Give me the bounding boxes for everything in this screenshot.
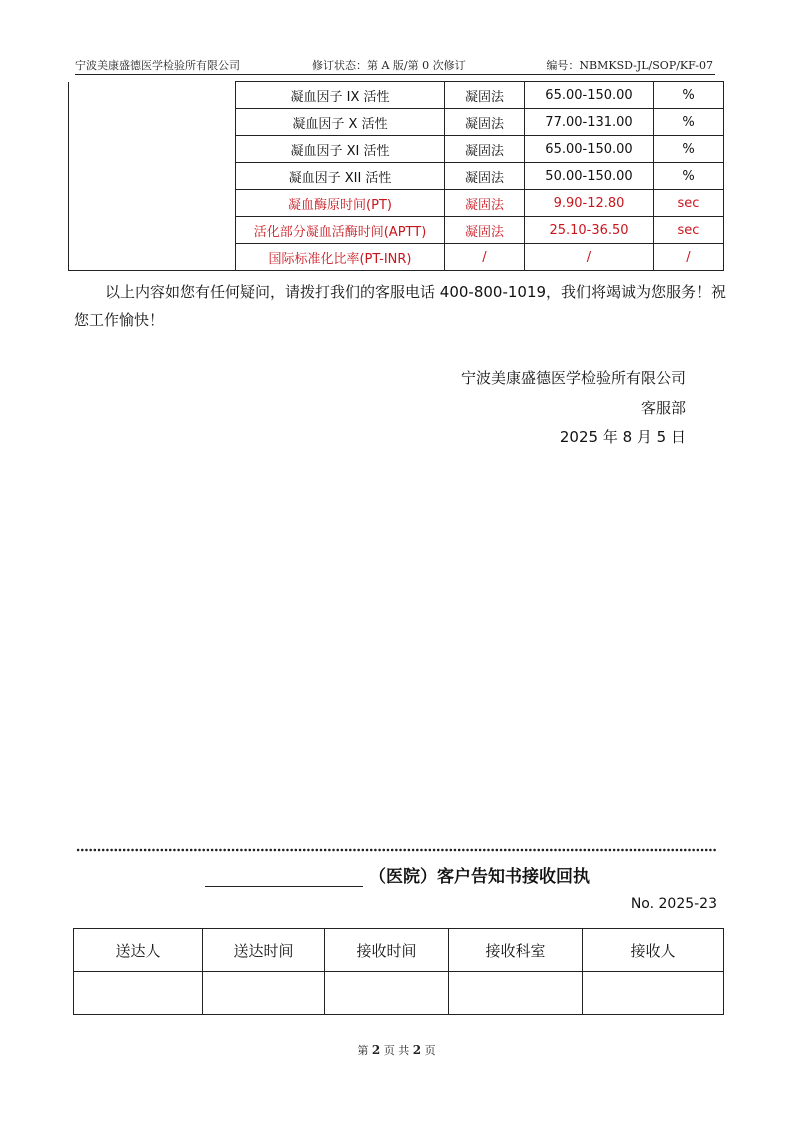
signature-company: 宁波美康盛德医学检验所有限公司 (460, 369, 686, 387)
header-revision: 修订状态：第 A 版/第 0 次修订 (312, 59, 466, 72)
footer-total-pages: 2 (412, 1043, 422, 1057)
hospital-name-blank[interactable] (205, 868, 363, 887)
test-unit-cell: % (654, 109, 724, 136)
header-company: 宁波美康盛德医学检验所有限公司 (75, 59, 240, 72)
page-footer (0, 1042, 793, 1058)
table-row (69, 217, 724, 244)
test-method-cell: 凝固法 (445, 190, 525, 217)
test-reference-table (68, 81, 724, 271)
table-blank-cell (69, 109, 236, 136)
page-header (75, 56, 715, 75)
test-range-cell: 65.00-150.00 (525, 136, 654, 163)
receipt-header-send-time: 送达时间 (203, 929, 325, 972)
receipt-title (205, 862, 590, 887)
test-name-cell: 凝血因子 XII 活性 (236, 163, 445, 190)
receipt-cell-department[interactable] (449, 972, 583, 1015)
receipt-cell-receiver[interactable] (583, 972, 724, 1015)
receipt-header-department: 接收科室 (449, 929, 583, 972)
signature-date: 2025 年 8 月 5 日 (559, 428, 686, 446)
table-row (69, 109, 724, 136)
header-code: 编号：NBMKSD-JL/SOP/KF-07 (546, 59, 713, 72)
test-name-cell: 凝血酶原时间(PT) (236, 190, 445, 217)
test-unit-cell: / (654, 244, 724, 271)
test-range-cell: 9.90-12.80 (525, 190, 654, 217)
receipt-number: No. 2025-23 (630, 896, 717, 912)
test-range-cell: 25.10-36.50 (525, 217, 654, 244)
test-unit-cell: sec (654, 217, 724, 244)
test-method-cell: 凝固法 (445, 217, 525, 244)
receipt-header-receiver: 接收人 (583, 929, 724, 972)
receipt-cell-sender[interactable] (74, 972, 203, 1015)
test-unit-cell: % (654, 163, 724, 190)
footer-prefix: 第 (357, 1044, 369, 1057)
test-method-cell: / (445, 244, 525, 271)
table-blank-cell (69, 163, 236, 190)
test-range-cell: 77.00-131.00 (525, 109, 654, 136)
test-name-cell: 凝血因子 XI 活性 (236, 136, 445, 163)
table-blank-cell (69, 190, 236, 217)
test-unit-cell: sec (654, 190, 724, 217)
footer-middle: 页 共 (383, 1044, 410, 1057)
table-blank-cell (69, 217, 236, 244)
test-method-cell: 凝固法 (445, 82, 525, 109)
test-method-cell: 凝固法 (445, 109, 525, 136)
test-name-cell: 凝血因子 IX 活性 (236, 82, 445, 109)
test-unit-cell: % (654, 136, 724, 163)
test-name-cell: 活化部分凝血活酶时间(APTT) (236, 217, 445, 244)
test-method-cell: 凝固法 (445, 136, 525, 163)
table-blank-cell (69, 136, 236, 163)
table-row (69, 190, 724, 217)
table-row (69, 136, 724, 163)
footer-suffix: 页 (424, 1044, 436, 1057)
receipt-header-receive-time: 接收时间 (325, 929, 449, 972)
cut-line-divider (76, 848, 716, 852)
receipt-blank-row (74, 972, 724, 1015)
test-range-cell: 50.00-150.00 (525, 163, 654, 190)
signature-department: 客服部 (640, 399, 686, 417)
receipt-cell-receive-time[interactable] (325, 972, 449, 1015)
table-row (69, 244, 724, 271)
test-name-cell: 凝血因子 X 活性 (236, 109, 445, 136)
contact-paragraph: 以上内容如您有任何疑问，请拨打我们的客服电话 400-800-1019，我们将竭诚为您服务！祝您工作愉快！ (74, 283, 727, 329)
test-range-cell: / (525, 244, 654, 271)
test-name-cell: 国际标准化比率(PT-INR) (236, 244, 445, 271)
receipt-cell-send-time[interactable] (203, 972, 325, 1015)
test-range-cell: 65.00-150.00 (525, 82, 654, 109)
table-row (69, 82, 724, 109)
receipt-header-row (74, 929, 724, 972)
receipt-title-text: （医院）客户告知书接收回执 (369, 867, 590, 887)
table-blank-cell (69, 244, 236, 271)
footer-page-number: 2 (371, 1043, 381, 1057)
table-blank-cell (69, 82, 236, 109)
test-method-cell: 凝固法 (445, 163, 525, 190)
test-unit-cell: % (654, 82, 724, 109)
receipt-table (73, 928, 724, 1015)
receipt-header-sender: 送达人 (74, 929, 203, 972)
table-row (69, 163, 724, 190)
